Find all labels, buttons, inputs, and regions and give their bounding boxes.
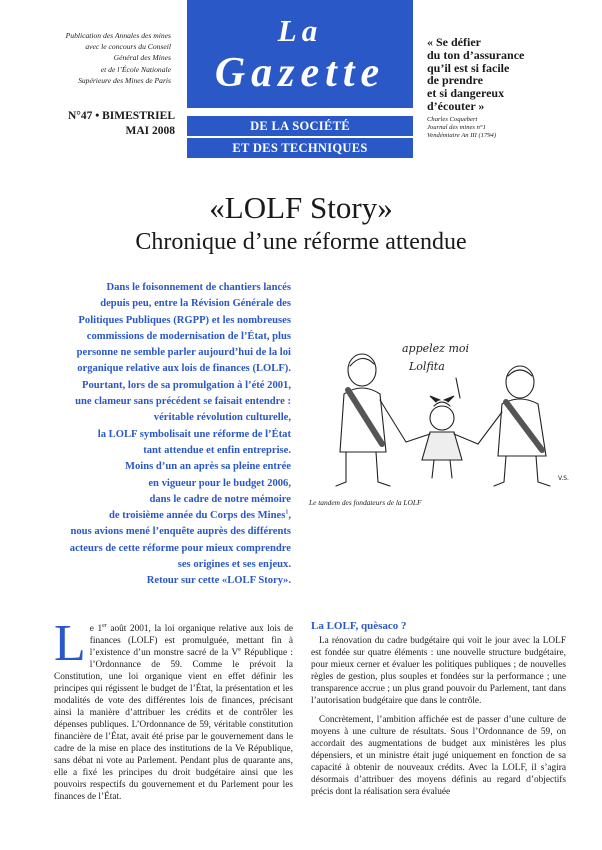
publisher-info [40,30,171,86]
intro-line: Moins d’un an après sa pleine entrée [125,461,291,473]
cartoon-speech-1: appelez moi [402,342,470,355]
intro-line: acteurs de cette réforme pour mieux comprendre [69,542,291,554]
intro-line: en vigueur pour le budget 2006, [148,477,291,489]
issue-info [40,109,175,139]
attribution-line: Charles Coquebert [427,116,478,123]
ordinal-sup: e [238,646,241,653]
intro-line: la LOLF symbolisait une réforme de l’État [97,428,291,440]
attribution-line: Journal des mines n°1 [427,124,486,131]
lead-text: e 1 [89,624,103,634]
body-column-2 [311,620,566,805]
article-title: «LOLF Story» [209,190,393,225]
intro-line: personne ne semble parler aujourd’hui de la loi [76,347,291,359]
quote-line: d’écouter » [427,98,485,113]
quote-attribution [427,116,577,140]
section-heading: La LOLF, quèsaco ? [311,620,407,632]
issue-number: N°47 • BIMESTRIEL [67,110,175,122]
ordinal-sup: er [102,622,107,629]
intro-line: Pourtant, lors de sa promulgation à l’été 2001, [81,379,291,391]
intro-line: véritable révolution culturelle, [153,412,291,424]
body-paragraph [54,615,294,803]
intro-line: tant attendue et enfin entreprise. [143,444,291,456]
issue-date: MAI 2008 [125,125,175,137]
intro-line: ses origines et ses enjeux. [177,559,291,571]
publisher-line: Général des Mines [113,53,171,63]
intro-line: Retour sur cette «LOLF Story». [146,575,291,587]
masthead-gazette: Gazette [214,50,386,96]
intro-line: une clameur sans précédent se faisait entendre : [75,396,291,408]
body-paragraph: Concrètement, l’ambition affichée est de passer d’une culture de moyens à une culture de résultats. Sous l’Ordonnance de 59, on accordait des augmentations de budget aux ministères les plus dépensiers, et un ministre était jugé uniquement en fonction de sa capacité à obtenir de nouveaux crédits. Avec la LOLF, il s’agira désormais d’attribuer des moyens définis au regard d’objectifs précis dont la réalisation sera évaluée [311,715,566,797]
quote-line: « Se défier [427,35,481,49]
intro-line: de troisième année du Corps des Mines$^1$, [108,509,291,522]
intro-line-text: de troisième année du Corps des Mines [108,510,286,522]
cartoon-signature: V.S. [558,475,569,482]
masthead-subtitle-2: ET DES TECHNIQUES [187,138,413,158]
body-text: août 2001, la loi organique relative aux lois de finances (LOLF) est promulguée, mettant fin à l’existence d’un monstre sacré de la V [89,624,293,658]
girl-figure [406,396,478,478]
drop-cap: L [54,615,86,672]
intro-line: nous avions mené l’enquête auprès des différents [70,526,291,538]
cartoon-speech-2: Lolfita [409,360,445,373]
quote-line: et si dangereux [427,86,505,101]
quote-line: de prendre [427,73,483,88]
masthead-la: La [277,13,323,48]
cartoon-illustration [306,332,590,490]
intro-line: dans le cadre de notre mémoire [149,493,291,505]
left-man-figure [336,354,406,486]
illustration-caption: Le tandem des fondateurs de la LOLF [309,498,422,507]
publisher-line: avec le concours du Conseil [85,42,171,52]
intro-line: commissions de modernisation de l’État, plus [86,330,291,342]
publisher-line: Supérieure des Mines de Paris [78,75,171,85]
attribution-line: Vendémiaire An III (1794) [427,132,497,139]
right-man-figure [478,366,550,486]
publisher-line: et de l’École Nationale [100,64,171,74]
masthead [187,0,413,108]
body-text: République : l’Ordonnance de 59. Comme le prévoit la Constitution, une loi organique vient en effet définir les principes qui régissent le budget de l’État, la présentation et les modalités de vote des différentes lois de finances, précisant ainsi la manière d’attribuer les crédits et de contrôler les dépenses publiques. L’Ordonnance de 59, véritable constitution financière de l’État, avait été prise par le gouvernement dans le cadre de la mise en place des institutions de la Ve République, sans débat ni vote au Parlement. Pendant plus de quarante ans, elle a fixé les principes du droit budgétaire ainsi que les pouvoirs respectifs du gouvernement et du Parlement pour les finances de l’État. [54,648,294,802]
intro-line: organique relative aux lois de finances (LOLF). [77,363,291,375]
intro-line: Politiques Publiques (RGPP) et les nombreuses [78,314,291,326]
quote-line: qu’il est si facile [427,60,510,75]
body-paragraph: La rénovation du cadre budgétaire qui voit le jour avec la LOLF est fondée sur quatre éléments : une nouvelle structure budgétaire, pour mieux cerner et évaluer les politiques publiques ; de nouvelles règles de gestion, plus souples et fondées sur la performance ; une transparence accrue ; un plus grand pouvoir du Parlement, tant dans l’autorisation budgétaire que dans le contrôle. [311,636,566,706]
intro-line: depuis peu, entre la Révision Générale des [100,298,291,310]
article-intro [55,280,291,590]
article-subtitle: Chronique d’une réforme attendue [135,229,467,255]
publisher-line: Publication des Annales des mines [65,31,171,40]
masthead-subtitle-1: DE LA SOCIÉTÉ [187,116,413,136]
intro-line: Dans le foisonnement de chantiers lancés [106,282,291,293]
footnote-marker: 1 [285,509,289,516]
body-column-1 [54,615,294,803]
header-quote [427,36,577,113]
quote-line: du ton d’assurance [427,47,525,62]
